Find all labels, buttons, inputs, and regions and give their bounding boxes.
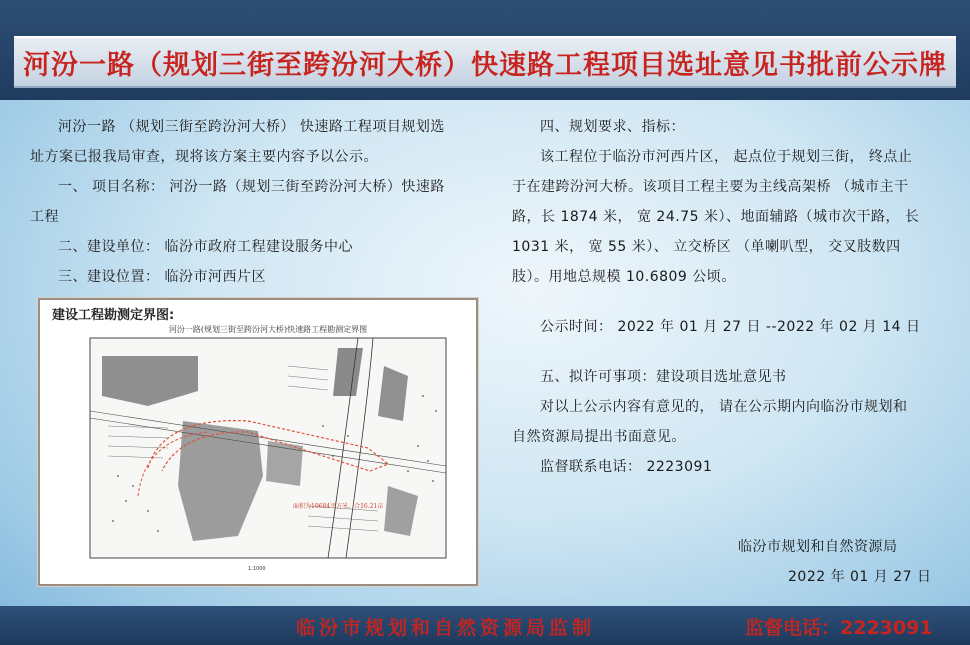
footer-supervisor: 临汾市规划和自然资源局监制 (296, 617, 596, 639)
project-name-line-2: 工程 (30, 209, 59, 225)
signature-org: 临汾市规划和自然资源局 (738, 539, 898, 555)
footer-phone: 监督电话：2223091 (745, 617, 933, 639)
survey-map-drawing (88, 336, 448, 574)
planning-line-2: 于在建跨汾河大桥。该项目工程主要为主线高架桥 （城市主干 (512, 179, 909, 195)
permit-item: 五、拟许可事项：建设项目选址意见书 (540, 369, 787, 385)
planning-line-1: 该工程位于临汾市河西片区， 起点位于规划三街， 终点止 (540, 149, 913, 165)
comment-line-1: 对以上公示内容有意见的， 请在公示期内向临汾市规划和 (540, 399, 908, 415)
signature-date: 2022 年 01 月 27 日 (788, 569, 932, 585)
page-title: 河汾一路（规划三街至跨汾河大桥）快速路工程项目选址意见书批前公示牌 (23, 49, 947, 81)
left-column (30, 112, 500, 292)
title-banner (14, 36, 956, 88)
map-subtitle: 河汾一路(规划三街至跨汾河大桥)快速路工程勘测定界图 (168, 325, 368, 334)
survey-map (88, 324, 448, 574)
map-scale: 1:1000 (248, 566, 266, 572)
intro-line-1: 河汾一路 （规划三街至跨汾河大桥） 快速路工程项目规划选 (58, 119, 445, 135)
planning-requirements-heading: 四、规划要求、指标： (540, 119, 685, 135)
map-caption: 建设工程勘测定界图: (52, 308, 175, 323)
construction-unit: 二、建设单位： 临汾市政府工程建设服务中心 (58, 239, 353, 255)
comment-line-2: 自然资源局提出书面意见。 (512, 429, 686, 445)
survey-map-panel (38, 298, 478, 586)
planning-line-3: 路，长 1874 米， 宽 24.75 米）、地面辅路（城市次干路， 长 (512, 209, 920, 225)
intro-line-2: 址方案已报我局审查，现将该方案主要内容予以公示。 (30, 149, 378, 165)
planning-line-4: 1031 米， 宽 55 米）、 立交桥区 （单喇叭型， 交叉肢数四 (512, 239, 901, 255)
construction-location: 三、建设位置： 临汾市河西片区 (58, 269, 266, 285)
notice-period: 公示时间： 2022 年 01 月 27 日 --2022 年 02 月 14 日 (540, 319, 921, 335)
project-name-line-1: 一、 项目名称： 河汾一路（规划三街至跨汾河大桥）快速路 (58, 179, 445, 195)
right-column (512, 112, 942, 482)
contact-phone: 监督联系电话： 2223091 (540, 459, 713, 475)
footer-band (0, 606, 970, 645)
map-area-note: 面积为10684平方米，合16.21亩 (293, 503, 384, 510)
planning-line-5: 肢）。用地总规模 10.6809 公顷。 (512, 269, 736, 285)
